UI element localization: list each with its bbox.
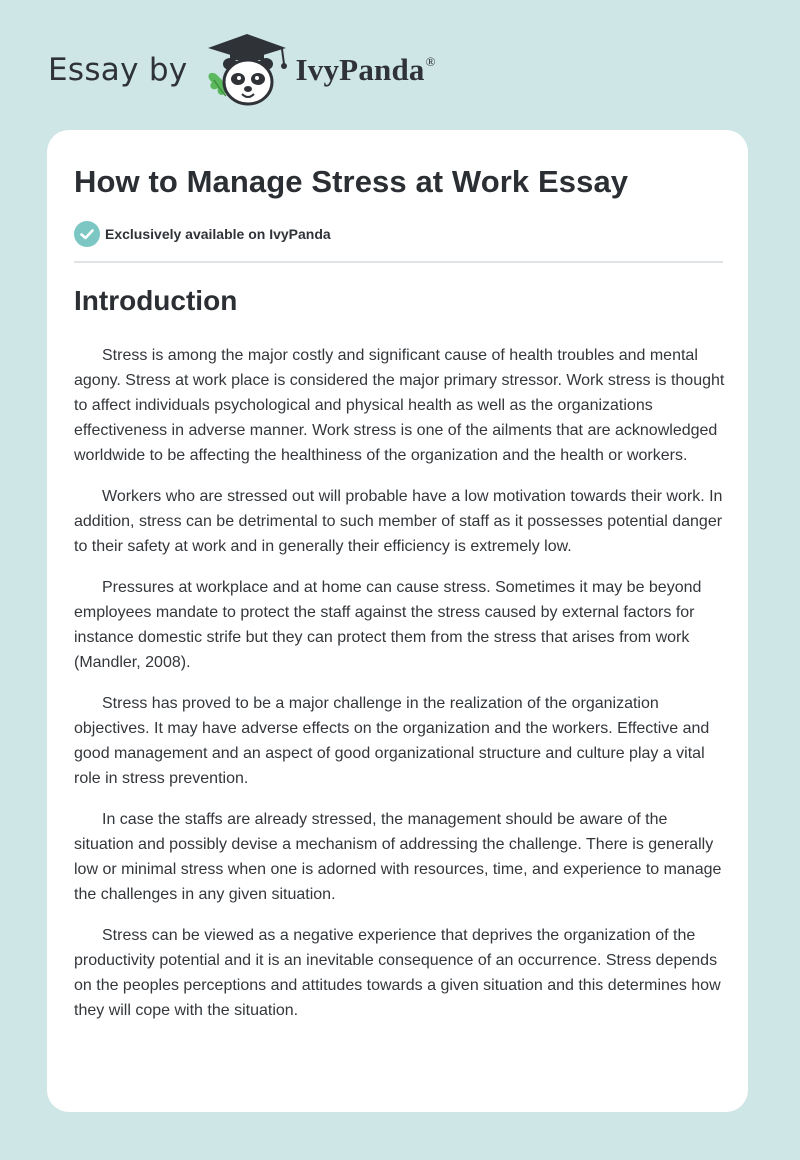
registered-mark: ®	[425, 54, 436, 69]
essay-body	[74, 343, 726, 1039]
essay-card	[47, 130, 748, 1112]
check-circle-icon	[74, 221, 100, 247]
section-heading: Introduction	[74, 285, 238, 316]
paragraph: Stress is among the major costly and significant cause of health troubles and mental agony. Stress at work place is considered the major primary stressor. Work stress is thought to affect individuals psychological and physical health as well as the organizations effectiveness in adverse manner. Work stress is one of the ailments that are acknowledged worldwide to be affecting the healthiness of the organization and the health or workers.	[74, 347, 725, 464]
divider	[74, 261, 723, 263]
paragraph: Stress has proved to be a major challenge in the realization of the organization objectives. It may have adverse effects on the organization and the workers. Effective and good management and an aspect of good organizational structure and culture play a vital role in stress prevention.	[74, 695, 710, 787]
site-header	[48, 30, 436, 110]
paragraph: In case the staffs are already stressed, the management should be aware of the situation and possibly devise a mechanism of addressing the challenge. There is generally low or minimal stress when one is adorned with resources, time, and experience to manage the challenges in any given situation.	[74, 811, 722, 903]
exclusive-label: Exclusively available on IvyPanda	[105, 226, 331, 242]
exclusive-badge	[74, 221, 331, 247]
paragraph: Pressures at workplace and at home can cause stress. Sometimes it may be beyond employees mandate to protect the staff against the stress caused by external factors for instance domestic strife but they can protect them from the stress that arises from work (Mandler, 2008).	[74, 579, 702, 671]
panda-graduate-logo-icon[interactable]	[202, 30, 292, 110]
essay-by-label: Essay by	[48, 52, 188, 88]
paragraph: Stress can be viewed as a negative experience that deprives the organization of the productivity potential and it is an inevitable consequence of an occurrence. Stress depends on the peoples perceptions and attitudes towards a given situation and this determines how they will cope with the situation.	[74, 927, 721, 1019]
essay-title: How to Manage Stress at Work Essay	[74, 164, 629, 199]
paragraph: Workers who are stressed out will probable have a low motivation towards their work. In addition, stress can be detrimental to such member of staff as it possesses potential danger to their safety at work and in generally their efficiency is extremely low.	[74, 488, 723, 555]
brand-name-text: IvyPanda	[295, 52, 425, 87]
brand-name[interactable]	[296, 52, 436, 88]
